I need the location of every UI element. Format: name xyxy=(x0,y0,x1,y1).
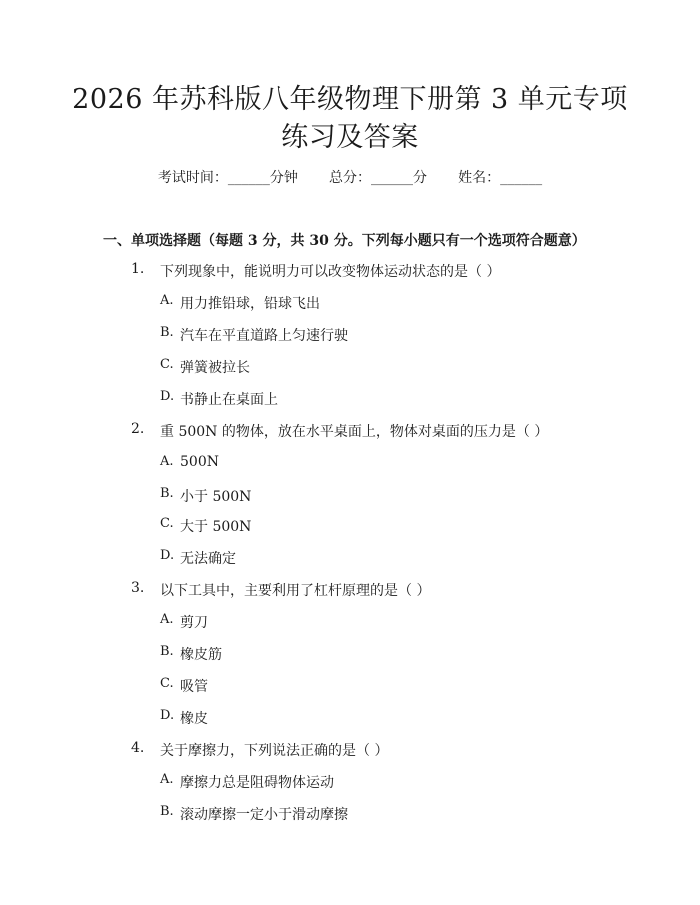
question-3-option-c: 吸管 xyxy=(180,679,208,695)
question-1-text: 下列现象中，能说明力可以改变物体运动状态的是（ ） xyxy=(160,264,501,280)
question-1-option-b-letter: B. xyxy=(160,325,174,340)
time-unit: 分钟 xyxy=(269,170,298,186)
question-3-option-d: 橡皮 xyxy=(180,711,208,727)
question-3-text: 以下工具中，主要利用了杠杆原理的是（ ） xyxy=(160,583,431,599)
question-4-text: 关于摩擦力，下列说法正确的是（ ） xyxy=(160,743,389,759)
question-4-option-b-letter: B. xyxy=(160,804,174,819)
question-2-option-b: 小于 500N xyxy=(180,489,252,505)
question-3-number: 3. xyxy=(131,580,145,596)
question-1-option-d-letter: D. xyxy=(160,389,175,404)
question-4-option-b: 滚动摩擦一定小于滑动摩擦 xyxy=(180,807,348,823)
time-label: 考试时间： xyxy=(157,170,228,186)
question-4-option-a: 摩擦力总是阻碍物体运动 xyxy=(180,775,334,791)
question-2-option-d-letter: D. xyxy=(160,548,175,563)
question-2-option-c: 大于 500N xyxy=(180,519,252,535)
page-title-line-2: 练习及答案 xyxy=(281,122,419,153)
question-1-option-b: 汽车在平直道路上匀速行驶 xyxy=(180,328,348,344)
name-blank: ______ xyxy=(500,170,543,186)
question-2-option-d: 无法确定 xyxy=(180,551,236,567)
question-1-number: 1. xyxy=(131,261,145,277)
question-2-option-c-letter: C. xyxy=(160,516,174,531)
question-3-option-d-letter: D. xyxy=(160,708,175,723)
score-unit: 分 xyxy=(413,170,427,186)
question-3-option-b-letter: B. xyxy=(160,644,174,659)
name-label: 姓名： xyxy=(458,170,501,186)
exam-meta-line xyxy=(0,167,700,187)
question-1-option-c-letter: C. xyxy=(160,357,174,372)
question-3-option-a: 剪刀 xyxy=(180,615,208,631)
question-4-number: 4. xyxy=(131,740,145,756)
score-label: 总分： xyxy=(329,170,371,186)
question-4-option-a-letter: A. xyxy=(160,772,174,787)
section-1-heading: 一、单项选择题（每题 3 分，共 30 分。下列每小题只有一个选项符合题意） xyxy=(103,233,586,249)
question-2-option-a: 500N xyxy=(180,454,219,470)
score-blank: ______ xyxy=(371,170,413,186)
question-2-option-b-letter: B. xyxy=(160,486,174,501)
question-3-option-b: 橡皮筋 xyxy=(180,647,222,663)
question-2-option-a-letter: A. xyxy=(160,454,174,469)
question-1-option-c: 弹簧被拉长 xyxy=(180,360,250,376)
question-2-text: 重 500N 的物体，放在水平桌面上，物体对桌面的压力是（ ） xyxy=(160,424,549,440)
question-2-number: 2. xyxy=(131,421,145,437)
question-3-option-c-letter: C. xyxy=(160,676,174,691)
page-title-line-1: 2026 年苏科版八年级物理下册第 3 单元专项 xyxy=(72,84,628,115)
time-blank: ______ xyxy=(227,170,270,186)
question-1-option-d: 书静止在桌面上 xyxy=(180,392,278,408)
question-1-option-a-letter: A. xyxy=(160,293,174,308)
question-1-option-a: 用力推铅球，铅球飞出 xyxy=(180,296,320,312)
question-3-option-a-letter: A. xyxy=(160,612,174,627)
